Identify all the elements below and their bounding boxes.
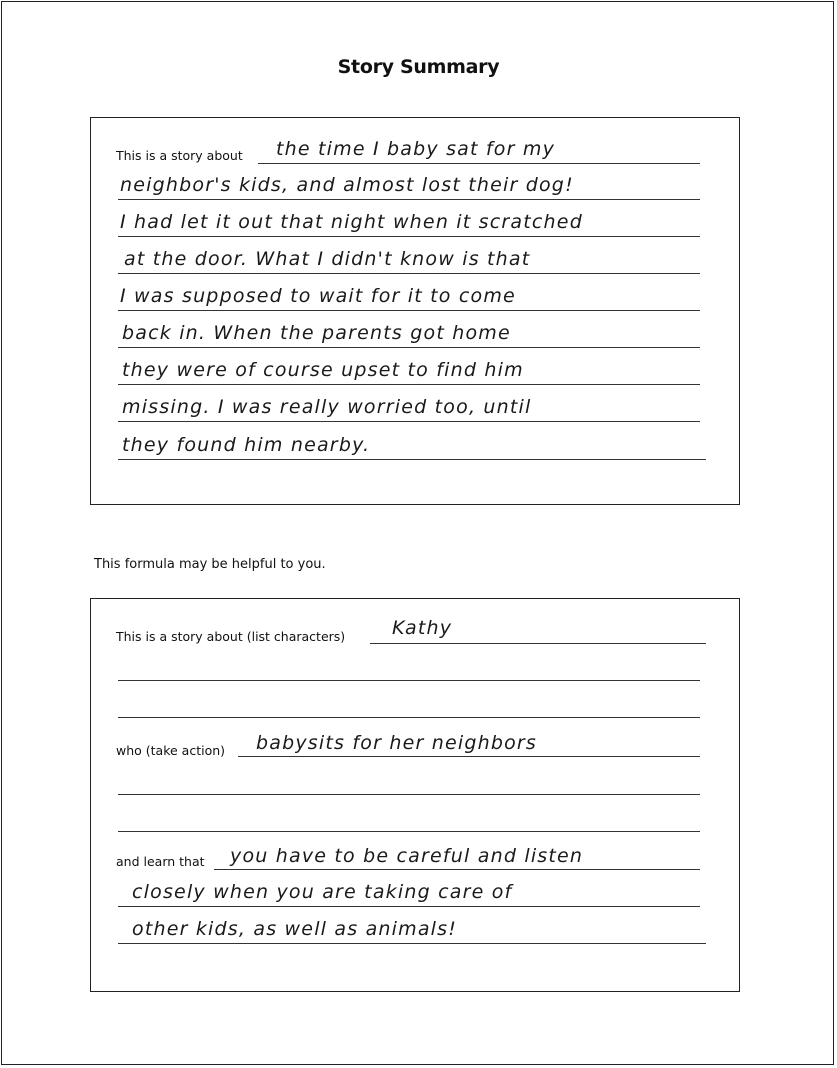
helper-text: This formula may be helpful to you.	[94, 557, 326, 572]
summary-line-6[interactable]	[118, 320, 700, 348]
summary-line-5[interactable]	[118, 283, 700, 311]
summary-line-3[interactable]	[118, 209, 700, 237]
characters-line-1[interactable]	[370, 616, 706, 644]
summary-line-2[interactable]	[118, 172, 700, 200]
handwriting-text: at the door. What I didn't know is that	[124, 248, 531, 270]
summary-line-4[interactable]	[118, 246, 700, 274]
summary-line-1[interactable]	[258, 136, 700, 164]
characters-label: This is a story about (list characters)	[116, 629, 346, 644]
handwriting-text: they were of course upset to find him	[122, 359, 524, 381]
handwriting-text: the time I baby sat for my	[276, 138, 556, 160]
action-line-1[interactable]	[238, 729, 700, 757]
summary-line-8[interactable]	[118, 394, 700, 422]
summary-prompt-label: This is a story about	[116, 148, 243, 163]
characters-line-2[interactable]	[118, 653, 700, 681]
handwriting-text: back in. When the parents got home	[122, 322, 511, 344]
summary-line-7[interactable]	[118, 357, 700, 385]
action-label: who (take action)	[116, 743, 226, 758]
learn-line-2[interactable]	[118, 879, 700, 907]
page-title: Story Summary	[337, 56, 500, 78]
action-line-2[interactable]	[118, 767, 700, 795]
learn-line-3[interactable]	[118, 916, 706, 944]
action-line-3[interactable]	[118, 804, 700, 832]
learn-label: and learn that	[116, 854, 205, 869]
handwriting-text: missing. I was really worried too, until	[122, 396, 532, 418]
handwriting-text: I was supposed to wait for it to come	[120, 285, 516, 307]
handwriting-text: I had let it out that night when it scratched	[120, 211, 583, 233]
handwriting-text: you have to be careful and listen	[230, 845, 584, 867]
handwriting-text: they found him nearby.	[122, 434, 371, 456]
handwriting-text: neighbor's kids, and almost lost their dog!	[120, 174, 574, 196]
learn-line-1[interactable]	[214, 842, 700, 870]
summary-line-9[interactable]	[118, 432, 706, 460]
characters-line-3[interactable]	[118, 690, 700, 718]
handwriting-text: other kids, as well as animals!	[132, 918, 458, 940]
handwriting-text: babysits for her neighbors	[256, 732, 538, 754]
handwriting-text: Kathy	[392, 617, 453, 639]
handwriting-text: closely when you are taking care of	[132, 881, 513, 903]
